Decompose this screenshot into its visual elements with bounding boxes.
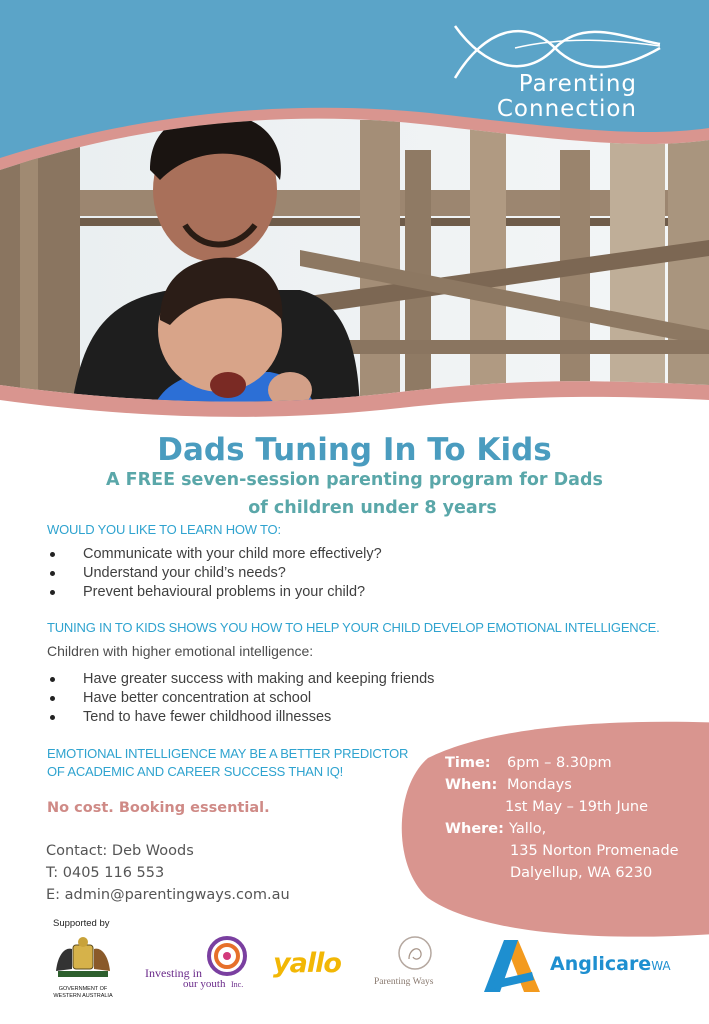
yallo-text: yallo	[273, 948, 341, 979]
list-item-text: Have better concentration at school	[83, 690, 312, 706]
gov-line2: WESTERN AUSTRALIA	[53, 993, 113, 999]
brand-line2: Connection	[496, 96, 637, 122]
investing-text: Investing in	[145, 966, 202, 980]
emotional-note-line1: EMOTIONAL INTELLIGENCE MAY BE A BETTER PREDICTOR	[47, 746, 409, 761]
list-item	[47, 708, 434, 727]
anglicare-a-icon	[478, 936, 542, 996]
bullet-icon	[50, 696, 55, 701]
yallo-logo	[273, 948, 353, 988]
parenting-ways-text: Parenting Ways	[374, 977, 434, 987]
anglicare-text: Anglicare	[550, 953, 652, 975]
where-value1: Yallo,	[509, 821, 547, 837]
list-item	[47, 564, 382, 583]
government-wa-logo	[48, 935, 118, 999]
supported-by-label: Supported by	[53, 918, 110, 929]
anglicare-wa-logo	[478, 936, 678, 996]
where-row	[445, 821, 546, 837]
anglicare-wordmark	[550, 953, 671, 975]
bullet-icon	[50, 552, 55, 557]
page-title: Dads Tuning In To Kids	[157, 432, 552, 468]
time-value: 6pm – 8.30pm	[507, 755, 612, 771]
bullet-icon	[50, 571, 55, 576]
when-row	[445, 777, 572, 793]
subtitle-line2: of children under 8 years	[248, 498, 497, 518]
list-item-text: Tend to have fewer childhood illnesses	[83, 709, 332, 725]
our-youth-text: our youth	[183, 978, 226, 990]
emotional-intelligence-note	[47, 745, 427, 781]
when-label: When:	[445, 777, 498, 793]
section1-list	[47, 545, 382, 602]
list-item-text: Have greater success with making and keeping friends	[83, 671, 435, 687]
gov-line1: GOVERNMENT OF	[58, 986, 108, 992]
bullet-icon	[50, 677, 55, 682]
no-cost-notice: No cost. Booking essential.	[47, 800, 270, 816]
contact-email[interactable]: E: admin@parentingways.com.au	[46, 887, 290, 903]
where-label: Where:	[445, 821, 504, 837]
investing-in-our-youth-logo	[145, 936, 260, 996]
contact-phone[interactable]: T: 0405 116 553	[46, 865, 165, 881]
contact-name: Contact: Deb Woods	[46, 843, 194, 859]
when-value1: Mondays	[507, 777, 572, 793]
crest-icon	[48, 935, 118, 981]
time-row	[445, 755, 612, 771]
where-value3: Dalyellup, WA 6230	[510, 865, 653, 881]
list-item	[47, 545, 382, 564]
list-item-text: Prevent behavioural problems in your child?	[83, 584, 366, 600]
inc-text: Inc.	[231, 980, 244, 989]
where-value2: 135 Norton Promenade	[510, 843, 679, 859]
when-value2: 1st May – 19th June	[505, 799, 649, 815]
parenting-connection-logo	[445, 18, 675, 128]
section1-heading: WOULD YOU LIKE TO LEARN HOW TO:	[47, 522, 281, 537]
emotional-note-line2: OF ACADEMIC AND CAREER SUCCESS THAN IQ!	[47, 764, 344, 779]
section2-intro: Children with higher emotional intelligence:	[47, 643, 314, 659]
subtitle-line1: A FREE seven-session parenting program for Dads	[106, 470, 603, 490]
section2-heading: TUNING IN TO KIDS SHOWS YOU HOW TO HELP YOUR CHILD DEVELOP EMOTIONAL INTELLIGENCE.	[47, 620, 660, 635]
time-label: Time:	[445, 755, 491, 771]
parenting-ways-icon	[397, 935, 433, 971]
list-item-text: Communicate with your child more effectively?	[83, 546, 382, 562]
list-item-text: Understand your child’s needs?	[83, 565, 286, 581]
brand-line1: Parenting	[518, 71, 637, 97]
bullet-icon	[50, 715, 55, 720]
list-item	[47, 689, 434, 708]
section2-list	[47, 670, 434, 727]
bullet-icon	[50, 590, 55, 595]
swirl-icon	[207, 936, 247, 976]
list-item	[47, 670, 434, 689]
anglicare-wa-text: WA	[651, 959, 671, 973]
list-item	[47, 583, 382, 602]
parenting-ways-logo	[372, 935, 462, 995]
